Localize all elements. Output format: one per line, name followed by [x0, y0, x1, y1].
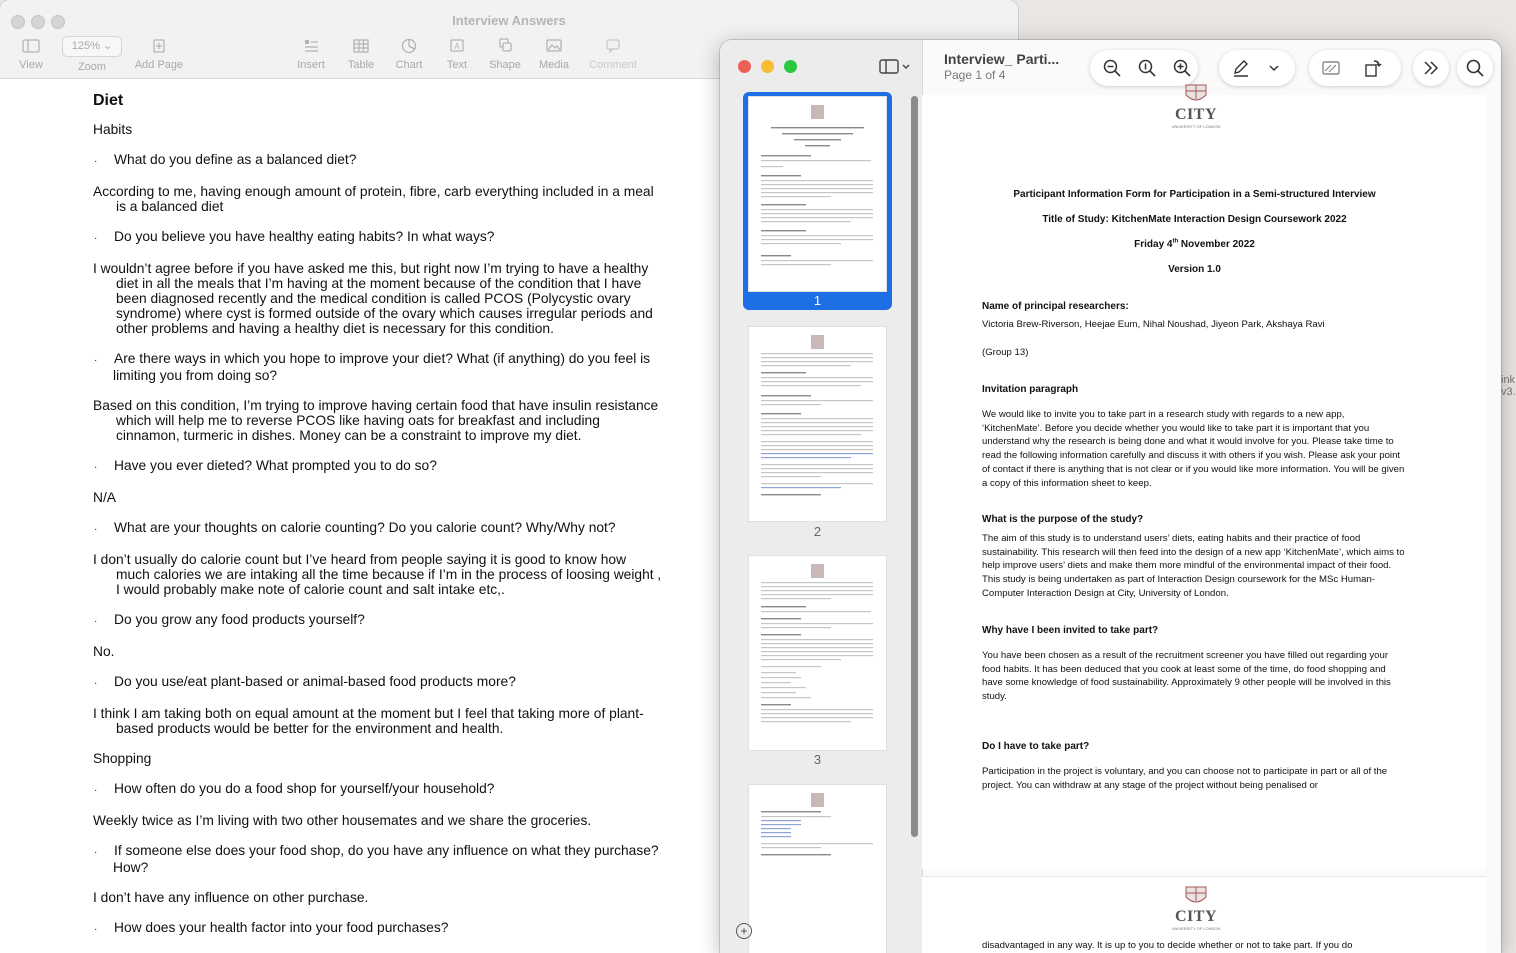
city-logo: [1166, 81, 1226, 129]
bullet: ·: [94, 233, 98, 244]
view-button[interactable]: [14, 36, 48, 71]
invited-heading: Why have I been invited to take part?: [982, 625, 1159, 636]
logo-subtitle: UNIVERSITY OF LONDON: [1171, 926, 1221, 931]
bullet: ·: [94, 785, 98, 796]
researchers-list: Victoria Brew-Riverson, Heejae Eum, Nihal Noushad, Jiyeon Park, Akshaya Ravi: [982, 319, 1325, 330]
question: [93, 229, 663, 246]
zoom-label: Zoom: [77, 61, 107, 73]
sidebar-scrollbar[interactable]: [911, 96, 918, 837]
add-button[interactable]: +: [736, 923, 752, 939]
researchers-heading: Name of principal researchers:: [982, 301, 1129, 312]
background-window-edge: ink v3.: [1501, 374, 1516, 398]
question: [93, 351, 663, 383]
bullet: ·: [94, 678, 98, 689]
heading-diet: Diet: [93, 92, 124, 109]
redact-icon[interactable]: [1321, 58, 1341, 78]
question-text: How does your health factor into your food purchases?: [114, 920, 449, 935]
invitation-paragraph: We would like to invite you to take part in a research study with regards to a new app, ‘KitchenMate’. Before you decide whether you would like to take part it is important that you understand why the research is being done and what it would involve for you. Please take time to read the following information carefully and discuss it with others if you wish. Please ask your point of contact if there is anything that is not clear or if you would like more information. You will be given a copy of this information sheet to keep.: [982, 409, 1405, 489]
thumbnail-number: 1: [813, 293, 822, 308]
page-thumbnail-3[interactable]: [749, 556, 886, 750]
bullet: ·: [94, 355, 98, 366]
city-logo: [1166, 883, 1226, 931]
question: [93, 843, 663, 875]
table-label: Table: [347, 59, 375, 71]
close-window-button[interactable]: [738, 60, 751, 73]
question-text: Do you grow any food products yourself?: [114, 612, 365, 627]
answer: Based on this condition, I’m trying to improve having certain food that have insulin resistance which will help me to reverse PCOS like having oats for breakfast and including cinnamon, turmeric in dishes. Money can be a constraint to improve my diet.: [93, 398, 659, 443]
thumb-page-1-preview: [749, 97, 886, 291]
purpose-heading: What is the purpose of the study?: [982, 514, 1144, 525]
insert-label: Insert: [297, 59, 325, 71]
page-thumbnail-4[interactable]: [749, 785, 886, 953]
question: [93, 612, 663, 629]
comment-icon: [600, 36, 626, 56]
answer: Weekly twice as I’m living with two other housemates and we share the groceries.: [93, 813, 592, 828]
section-habits: Habits: [93, 122, 133, 137]
zoom-out-icon[interactable]: [1102, 58, 1122, 78]
question-text: What are your thoughts on calorie counting? Do you calorie count? Why/Why not?: [114, 520, 616, 535]
document-title: Interview_ Parti...: [944, 51, 1060, 67]
shape-icon: [492, 36, 518, 56]
study-date: [962, 238, 1427, 252]
bullet: ·: [94, 524, 98, 535]
actual-size-icon[interactable]: [1137, 58, 1157, 78]
page-thumbnail-2[interactable]: [749, 327, 886, 521]
thumb-page-4-preview: [749, 785, 886, 953]
add-page-icon: [146, 36, 172, 56]
rotate-icon[interactable]: [1363, 58, 1383, 78]
bullet: ·: [94, 462, 98, 473]
answer: I wouldn’t agree before if you have asked me this, but right now I’m trying to have a healthy diet in all the meals that I’m having at the moment because of the condition that I have been diagnosed recently and the medical condition is called PCOS (Polycystic ovary syndrome) where cyst is formed outside of the ovary which causes irregular periods and other problems and having a healthy diet is necessary for this condition.: [93, 261, 653, 336]
chart-icon: [396, 36, 422, 56]
date-suffix: th: [1172, 238, 1179, 245]
chevrons-right-icon[interactable]: [1421, 58, 1441, 78]
chevron-down-icon[interactable]: [1264, 58, 1284, 78]
thumb-page-3-preview: [749, 556, 886, 750]
question-text: If someone else does your food shop, do you have any influence on what they purchase? How?: [113, 843, 659, 875]
text-label: Text: [446, 59, 468, 71]
shape-button[interactable]: [486, 36, 524, 71]
section-shopping: Shopping: [93, 751, 152, 766]
text-button[interactable]: [440, 36, 474, 71]
question-text: How often do you do a food shop for yourself/your household?: [114, 781, 495, 796]
shape-label: Shape: [489, 59, 521, 71]
thumbnail-sidebar: [720, 40, 923, 953]
group-number: (Group 13): [982, 347, 1029, 358]
answer: I don’t have any influence on other purchase.: [93, 890, 369, 905]
page2-first-line: disadvantaged in any way. It is up to you to decide whether or not to take part. If you do: [982, 940, 1353, 951]
media-label: Media: [539, 59, 569, 71]
media-button[interactable]: [535, 36, 573, 71]
pen-markup-icon[interactable]: [1231, 58, 1251, 78]
bullet: ·: [94, 156, 98, 167]
svg-text:A: A: [454, 42, 460, 51]
comment-button[interactable]: [586, 36, 640, 71]
insert-button[interactable]: [292, 36, 330, 71]
pdf-page-2: [922, 876, 1486, 953]
crest-icon: [1181, 883, 1211, 907]
question: [93, 152, 663, 169]
study-title: Title of Study: KitchenMate Interaction Design Coursework 2022: [1042, 214, 1347, 225]
zoom-control[interactable]: [62, 36, 122, 73]
question-text: Do you use/eat plant-based or animal-based food products more?: [114, 674, 516, 689]
take-part-heading: Do I have to take part?: [982, 741, 1090, 752]
zoom-in-icon[interactable]: [1172, 58, 1192, 78]
question: [93, 458, 663, 475]
view-label: View: [19, 59, 43, 71]
question-text: Have you ever dieted? What prompted you to do so?: [114, 458, 437, 473]
zoom-window-button[interactable]: [784, 60, 797, 73]
invitation-heading: Invitation paragraph: [982, 384, 1079, 395]
take-part-paragraph: Participation in the project is voluntary, and you can choose not to participate in part or all of the project. You can withdraw at any stage of the project without being penalised or: [982, 766, 1388, 791]
logo-wordmark: CITY: [1174, 106, 1217, 123]
markup-button-group: [1219, 50, 1295, 86]
chart-button[interactable]: [391, 36, 427, 71]
crest-icon: [1181, 81, 1211, 105]
pdf-page-1: [922, 95, 1486, 869]
bullet: ·: [94, 847, 98, 858]
more-tools-group: [1413, 50, 1449, 86]
page-info: Page 1 of 4: [944, 68, 1006, 82]
answer: I think I am taking both on equal amount at the moment but I feel that taking more of plant-based products would be better for the environment and health.: [93, 706, 644, 736]
search-group: [1457, 50, 1493, 86]
bullet: ·: [94, 616, 98, 627]
form-title: Participant Information Form for Participation in a Semi-structured Interview: [1013, 189, 1376, 200]
answer: N/A: [93, 490, 116, 505]
thumb-page-2-preview: [749, 327, 886, 521]
search-icon[interactable]: [1465, 58, 1485, 78]
answer: According to me, having enough amount of protein, fibre, carb everything included in a meal is a balanced diet: [93, 184, 654, 214]
purpose-paragraph: The aim of this study is to understand users’ diets, eating habits and their practice of food sustainability. This research will then feed into the design of a new app ‘KitchenMate’, which aims to help improve users’ diets and make them more mindful of the environmental impact of their food. This study is being undertaken as part of Interaction Design coursework for the MSc Human-Computer Interaction Design at City, University of London.: [982, 533, 1405, 599]
logo-subtitle: UNIVERSITY OF LONDON: [1171, 124, 1221, 129]
question-text: Are there ways in which you hope to improve your diet? What (if anything) do you feel is limiting you from doing so?: [113, 351, 651, 383]
version: Version 1.0: [1168, 264, 1221, 275]
question: [93, 781, 663, 798]
date-text: Friday 4: [1134, 239, 1173, 250]
logo-wordmark: CITY: [1174, 908, 1217, 925]
date-text-end: November 2022: [1178, 239, 1255, 250]
bullet: ·: [94, 924, 98, 935]
answer: I don’t usually do calorie count but I’ve heard from people saying it is good to know how much calories we are intaking all the time because if I’m in the process of loosing weight , I would probably make note of calorie count and salt intake etc,.: [93, 552, 662, 597]
question: [93, 674, 663, 691]
add-page-label: Add Page: [134, 59, 184, 71]
question: [93, 920, 663, 937]
answer: No.: [93, 644, 115, 659]
table-icon: [348, 36, 374, 56]
text-box-icon: [444, 36, 470, 56]
minimize-window-button[interactable]: [761, 60, 774, 73]
table-button[interactable]: [343, 36, 379, 71]
comment-label: Comment: [589, 59, 637, 71]
sidebar-icon: [18, 36, 44, 56]
window-title: Interview Answers: [452, 13, 566, 28]
page-thumbnail-1[interactable]: [749, 97, 886, 291]
edit-button-group: [1309, 50, 1401, 86]
question-text: What do you define as a balanced diet?: [114, 152, 357, 167]
add-page-button[interactable]: [130, 36, 188, 71]
thumbnail-number: 2: [813, 524, 822, 539]
chevron-down-icon: ⌄: [102, 40, 113, 52]
preview-window: [720, 40, 1501, 953]
sidebar-icon: [878, 64, 914, 81]
zoom-value: 125%: [71, 40, 100, 52]
invited-paragraph: You have been chosen as a result of the recruitment screener you have filled out regarding your food habits. It has been deduced that you cook at least some of the time, do food shopping and have some knowledge of food sustainability. Approximately 9 other people will be involved in this study.: [982, 650, 1391, 703]
question-text: Do you believe you have healthy eating habits? In what ways?: [114, 229, 495, 244]
document-body[interactable]: [93, 93, 663, 952]
insert-icon: [298, 36, 324, 56]
sidebar-toggle-button[interactable]: [878, 57, 914, 77]
question: [93, 520, 663, 537]
chart-label: Chart: [395, 59, 423, 71]
thumbnail-number: 3: [813, 752, 822, 767]
zoom-select[interactable]: [62, 36, 122, 57]
media-icon: [541, 36, 567, 56]
